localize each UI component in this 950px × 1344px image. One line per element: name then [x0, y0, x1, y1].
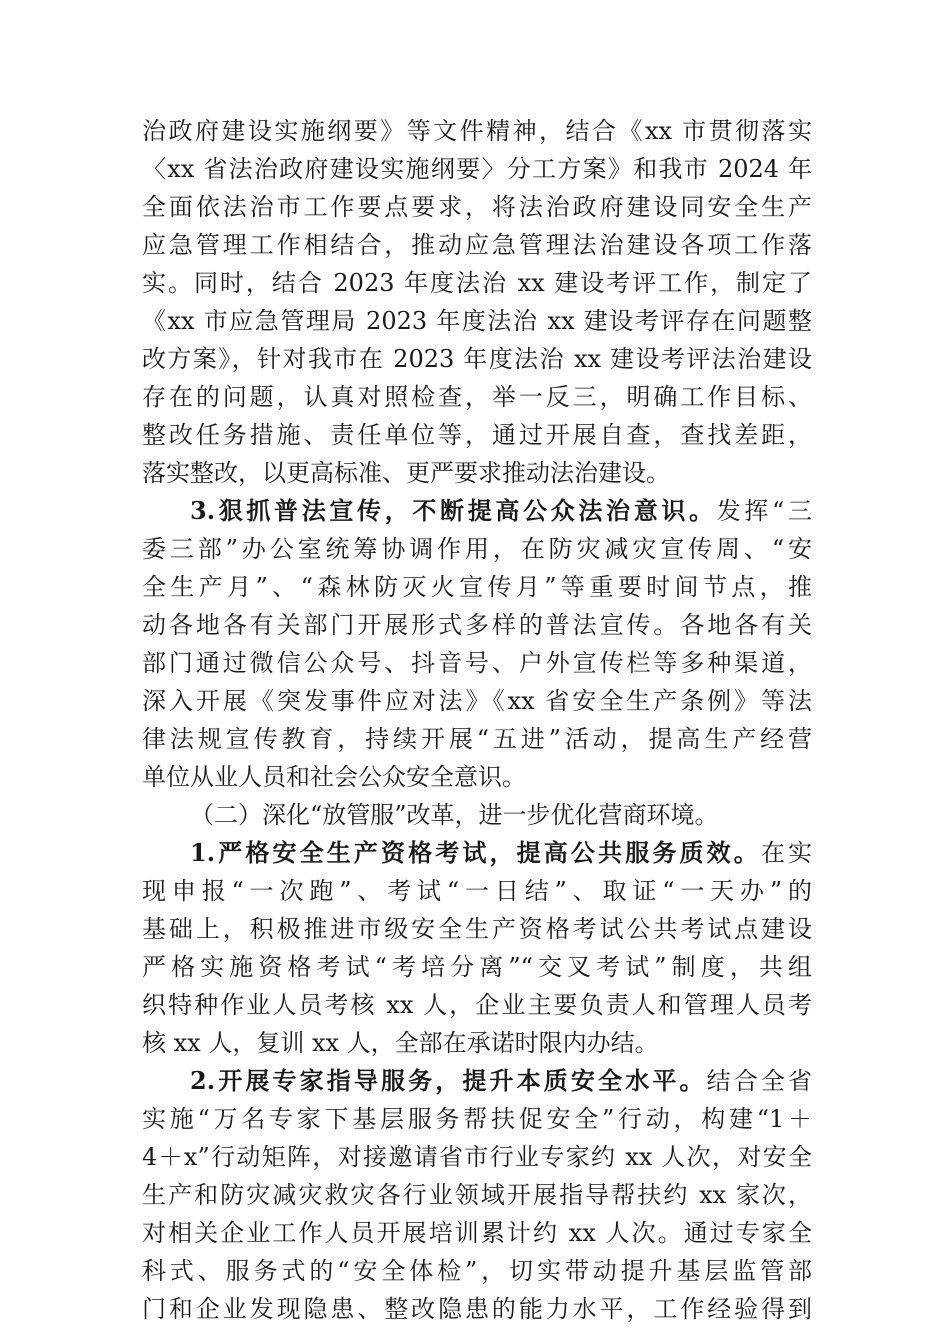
text-run: 律法规宣传教育，持续开展“五进”活动，提高生产经营	[142, 725, 812, 753]
text-line	[142, 112, 812, 150]
text-run: 核 xx 人，复训 xx 人，全部在承诺时限内办结。	[142, 1029, 659, 1057]
text-run: 单位从业人员和社会公众安全意识。	[142, 763, 526, 791]
text-line	[142, 226, 812, 264]
text-run: 存在的问题，认真对照检查，举一反三，明确工作目标、	[142, 383, 812, 411]
text-run: 结合全省	[706, 1067, 812, 1095]
text-run: 织特种作业人员考核 xx 人，企业主要负责人和管理人员考	[142, 991, 812, 1019]
text-line	[142, 568, 812, 606]
text-run: 改方案》，针对我市在 2023 年度法治 xx 建设考评法治建设	[142, 345, 812, 373]
text-run: 基础上，积极推进市级安全生产资格考试公共考试点建设	[142, 915, 812, 943]
text-run: 落实整改，以更高标准、更严要求推动法治建设。	[142, 459, 670, 487]
text-run: 生产和防灾减灾救灾各行业领域开展指导帮扶约 xx 家次，	[142, 1181, 812, 1209]
text-run: （二）深化“放管服”改革，进一步优化营商环境。	[190, 801, 719, 829]
text-line	[142, 302, 812, 340]
text-line	[142, 378, 812, 416]
text-run: 整改任务措施、责任单位等，通过开展自查，查找差距，	[142, 421, 812, 449]
text-line	[142, 530, 812, 568]
text-line	[142, 796, 812, 834]
text-line	[142, 1214, 812, 1252]
text-line	[142, 1138, 812, 1176]
text-run: 应急管理工作相结合，推动应急管理法治建设各项工作落	[142, 231, 812, 259]
text-line	[142, 682, 812, 720]
text-run: 实施“万名专家下基层服务帮扶促安全”行动，构建“1＋	[142, 1105, 812, 1133]
text-run: 发挥“三	[716, 497, 812, 525]
body-text	[142, 112, 812, 1328]
text-line	[142, 1176, 812, 1214]
text-run: 对相关企业工作人员开展培训累计约 xx 人次。通过专家全	[142, 1219, 812, 1247]
bold-heading-run: 3.狠抓普法宣传，不断提高公众法治意识。	[190, 496, 717, 525]
text-line	[142, 1290, 812, 1328]
text-line	[142, 834, 812, 872]
text-run: 在实	[760, 839, 812, 867]
text-line	[142, 606, 812, 644]
text-line	[142, 910, 812, 948]
text-run: 《xx 市应急管理局 2023 年度法治 xx 建设考评存在问题整	[142, 307, 812, 335]
text-line	[142, 416, 812, 454]
text-run: 全生产月”、“森林防灭火宣传月”等重要时间节点，推	[142, 573, 812, 601]
text-run: 治政府建设实施纲要》等文件精神，结合《xx 市贯彻落实	[142, 117, 812, 145]
text-line	[142, 492, 812, 530]
text-line	[142, 188, 812, 226]
text-line	[142, 1252, 812, 1290]
text-line	[142, 340, 812, 378]
bold-heading-run: 2.开展专家指导服务，提升本质安全水平。	[190, 1066, 707, 1095]
text-run: 动各地各有关部门开展形式多样的普法宣传。各地各有关	[142, 611, 812, 639]
text-line	[142, 264, 812, 302]
text-line	[142, 1100, 812, 1138]
text-run: 4＋x”行动矩阵，对接邀请省市行业专家约 xx 人次，对安全	[142, 1143, 812, 1171]
text-line	[142, 948, 812, 986]
text-run: 委三部”办公室统筹协调作用，在防灾减灾宣传周、“安	[142, 535, 812, 563]
text-line	[142, 986, 812, 1024]
text-line	[142, 720, 812, 758]
bold-heading-run: 1.严格安全生产资格考试，提高公共服务质效。	[190, 838, 761, 867]
text-run: 深入开展《突发事件应对法》《xx 省安全生产条例》等法	[142, 687, 812, 715]
text-run: 门和企业发现隐患、整改隐患的能力水平，工作经验得到	[142, 1295, 812, 1323]
text-run: 科式、服务式的“安全体检”，切实带动提升基层监管部	[142, 1257, 812, 1285]
text-line	[142, 758, 812, 796]
text-run: 实。同时，结合 2023 年度法治 xx 建设考评工作，制定了	[142, 269, 812, 297]
text-run: 部门通过微信公众号、抖音号、户外宣传栏等多种渠道，	[142, 649, 812, 677]
text-line	[142, 1062, 812, 1100]
text-line	[142, 150, 812, 188]
text-line	[142, 644, 812, 682]
text-run: 严格实施资格考试“考培分离”“交叉考试”制度，共组	[142, 953, 812, 981]
text-run: 现申报“一次跑”、考试“一日结”、取证“一天办”的	[142, 877, 812, 905]
text-run: 全面依法治市工作要点要求，将法治政府建设同安全生产	[142, 193, 812, 221]
text-line	[142, 872, 812, 910]
text-line	[142, 454, 812, 492]
text-line	[142, 1024, 812, 1062]
text-run: 〈xx 省法治政府建设实施纲要〉分工方案》和我市 2024 年	[142, 155, 812, 183]
